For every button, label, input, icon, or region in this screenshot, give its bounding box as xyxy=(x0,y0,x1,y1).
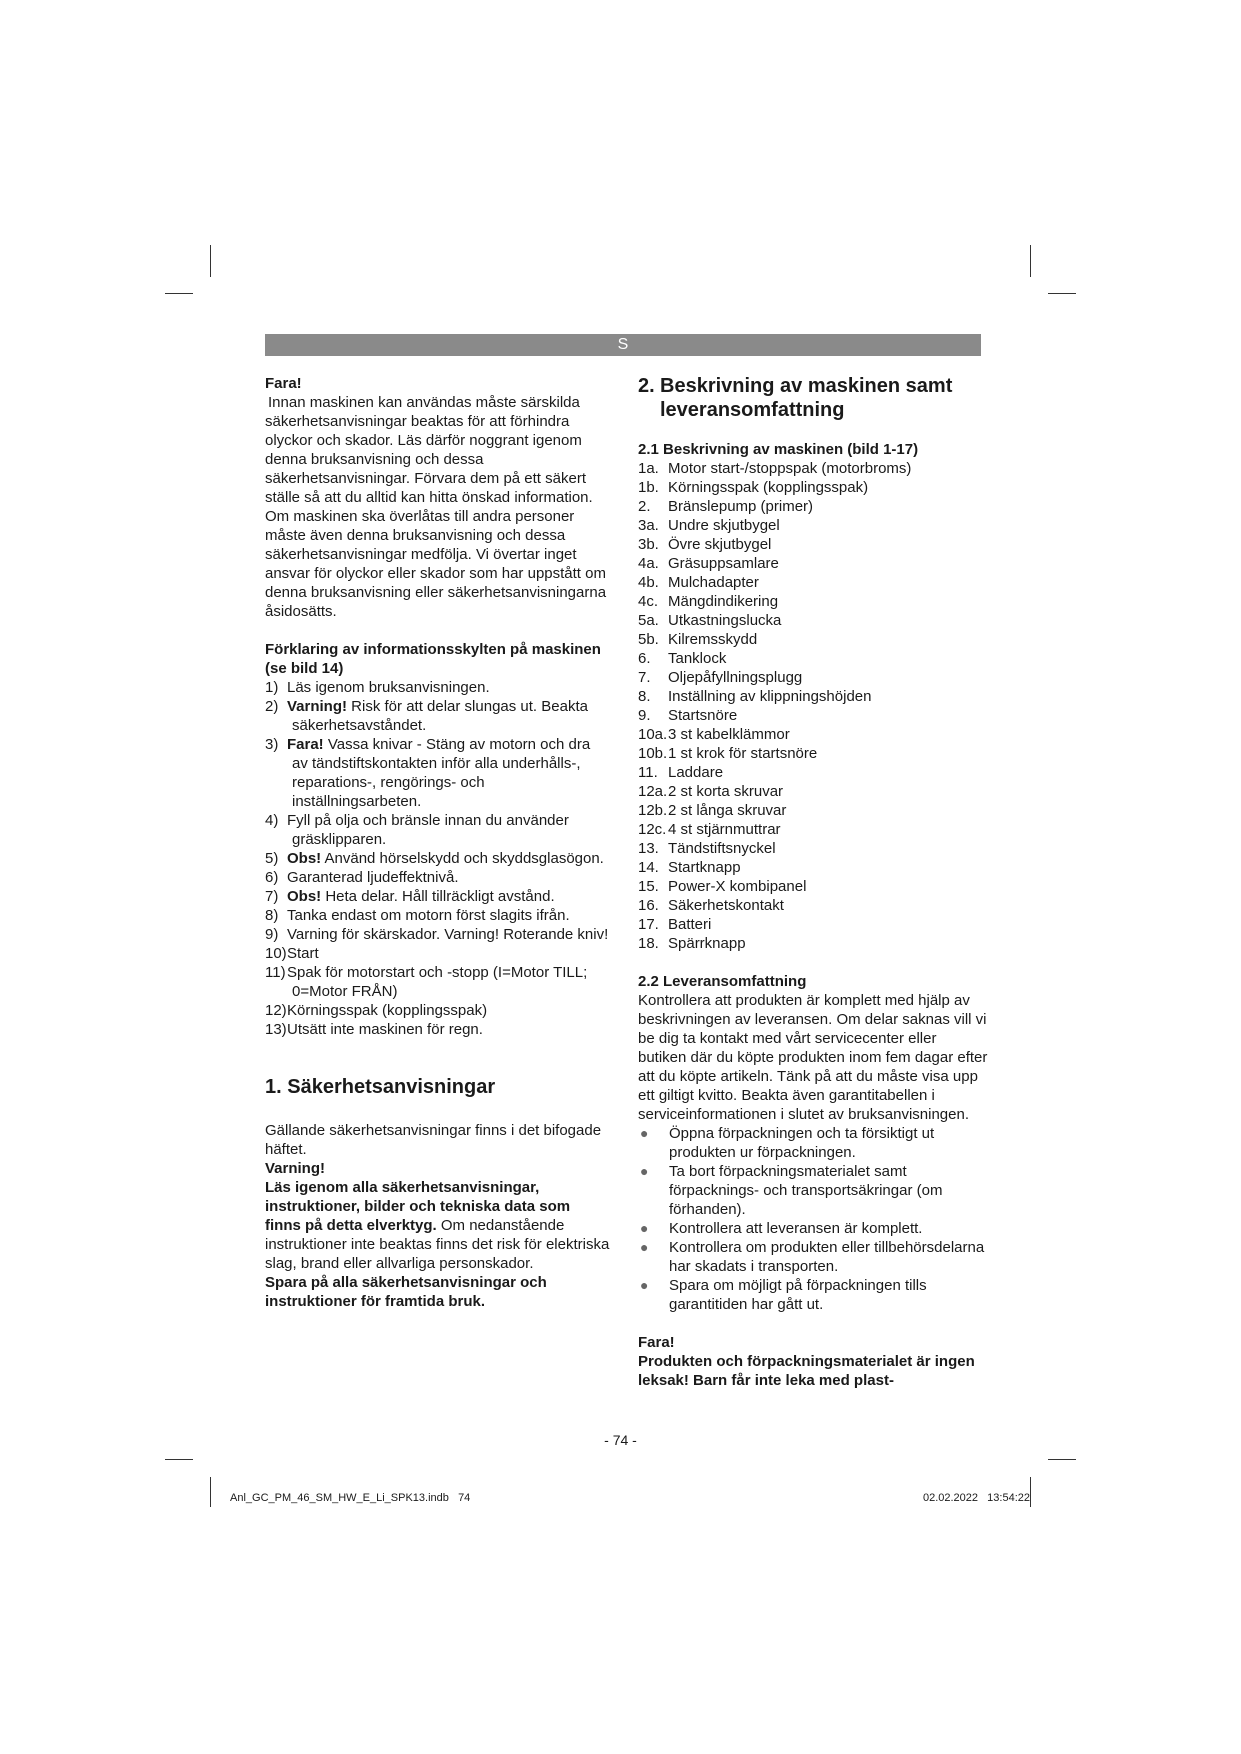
list-item: ● Spara om möjligt på förpackningen tills garantitiden har gått ut. xyxy=(640,1277,927,1313)
list-item: 5b. Kilremsskydd xyxy=(638,631,758,648)
footer-datetime: 02.02.2022 13:54:22 xyxy=(922,1492,1030,1504)
page-number: - 74 - xyxy=(604,1432,637,1448)
list-item: 9. Startsnöre xyxy=(638,707,738,724)
list-item: 2. Bränslepump (primer) xyxy=(638,498,814,515)
bullet-icon: ● xyxy=(640,1239,649,1255)
section1-intro: Gällande säkerhetsanvisningar finns i det bifogade häftet. xyxy=(265,1122,602,1158)
list-item: 6) Garanterad ljudeffektnivå. xyxy=(265,869,459,886)
list-item: 4a. Gräsuppsamlare xyxy=(638,555,779,572)
crop-mark xyxy=(1030,1477,1031,1507)
crop-mark xyxy=(165,1459,193,1460)
list-item: 8. Inställning av klippningshöjden xyxy=(638,688,872,705)
list-item: 10b.1 st krok för startsnöre xyxy=(638,745,818,762)
list-item: 17. Batteri xyxy=(638,916,712,933)
crop-mark xyxy=(1030,245,1031,277)
crop-mark xyxy=(165,293,193,294)
list-item: 11)Spak för motorstart och -stopp (I=Motor TILL; 0=Motor FRÅN) xyxy=(265,964,588,1000)
varning-label: Varning! xyxy=(265,1160,326,1177)
list-item: 13)Utsätt inte maskinen för regn. xyxy=(265,1021,483,1038)
crop-mark xyxy=(210,1477,211,1507)
list-item: 5a. Utkastningslucka xyxy=(638,612,782,629)
list-item: 3a. Undre skjutbygel xyxy=(638,517,780,534)
list-item: 5) Obs! Använd hörselskydd och skyddsglasögon. xyxy=(265,850,604,867)
list-item: 7. Oljepåfyllningsplugg xyxy=(638,669,803,686)
list-item: 11. Laddare xyxy=(638,764,724,781)
section2-heading: 2. Beskrivning av maskinen samt leveransomfattning xyxy=(638,375,953,421)
list-item: ● Kontrollera att leveransen är komplett. xyxy=(640,1220,923,1237)
list-item: 4b. Mulchadapter xyxy=(638,574,759,591)
fara2-title: Fara! xyxy=(638,1334,675,1351)
sub22-body: Kontrollera att produkten är komplett med hjälp av beskrivningen av leveransen. Om delar saknas vill vi be dig ta kontakt med vårt servicecenter eller butiken där du köpte produkten inom fem dagar efter att du köpte artikeln. Tänk på att du måste visa upp ett giltigt kvitto. Beakta även garantitabellen i serviceinformationen i slutet av bruksanvisningen. xyxy=(638,992,988,1123)
crop-mark xyxy=(1048,293,1076,294)
list-item: 7) Obs! Heta delar. Håll tillräckligt avstånd. xyxy=(265,888,555,905)
list-item: 10a.3 st kabelklämmor xyxy=(638,726,790,743)
crop-mark xyxy=(210,245,211,277)
spara-note: Spara på alla säkerhetsanvisningar och instruktioner för framtida bruk. xyxy=(265,1274,547,1310)
varning-body: Läs igenom alla säkerhetsanvisningar, instruktioner, bilder och tekniska data som finns på detta elverktyg. Om nedanstående instruktioner inte beaktas finns det risk för elektriska slag, brand eller allvarliga personskador. xyxy=(265,1179,610,1272)
right-column xyxy=(638,374,988,1390)
sub21-heading: 2.1 Beskrivning av maskinen (bild 1-17) xyxy=(638,441,919,458)
bullet-icon: ● xyxy=(640,1125,649,1141)
list-item: 1b. Körningsspak (kopplingsspak) xyxy=(638,479,869,496)
section1-heading: 1. Säkerhetsanvisningar xyxy=(265,1076,496,1098)
fara-title: Fara! xyxy=(265,375,302,392)
list-item: 12)Körningsspak (kopplingsspak) xyxy=(265,1002,488,1019)
list-item: ● Kontrollera om produkten eller tillbehörsdelarna har skadats i transporten. xyxy=(640,1239,985,1275)
sub22-heading: 2.2 Leveransomfattning xyxy=(638,973,807,990)
bullet-icon: ● xyxy=(640,1163,649,1179)
list-item: 14. Startknapp xyxy=(638,859,741,876)
sign-list xyxy=(265,678,610,1039)
list-item: 9) Varning för skärskador. Varning! Roterande kniv! xyxy=(265,926,609,943)
list-item: 10)Start xyxy=(265,945,319,962)
list-item: 12a.2 st korta skruvar xyxy=(638,783,784,800)
list-item: 3) Fara! Vassa knivar - Stäng av motorn och dra av tändstiftskontakten inför alla underhålls-, reparations-, rengörings- och inställningsarbeten. xyxy=(265,736,591,810)
left-column xyxy=(265,374,610,1311)
fara2-body: Produkten och förpackningsmaterialet är ingen leksak! Barn får inte leka med plast- xyxy=(638,1353,975,1389)
list-item: 6. Tanklock xyxy=(638,650,727,667)
list-item: 1a. Motor start-/stoppspak (motorbroms) xyxy=(638,460,912,477)
list-item: 13. Tändstiftsnyckel xyxy=(638,840,776,857)
checklist xyxy=(638,1124,988,1314)
list-item: 1) Läs igenom bruksanvisningen. xyxy=(265,679,490,696)
fara-body: Innan maskinen kan användas måste särskilda säkerhetsanvisningar beaktas för att förhindra olyckor och skador. Läs därför noggrant igenom denna bruksanvisning och dessa säkerhetsanvisningar. Förvara dem på ett säkert ställe så att du alltid kan hitta önskad information. Om maskinen ska överlåtas till andra personer måste även denna bruksanvisning och dessa säkerhetsanvisningar medfölja. Vi övertar inget ansvar för olyckor eller skador som har uppstått om denna bruksanvisning eller säkerhetsanvisningarna åsidosätts. xyxy=(265,394,607,620)
list-item: 15. Power-X kombipanel xyxy=(638,878,807,895)
language-header-bar xyxy=(265,334,981,356)
list-item: 18. Spärrknapp xyxy=(638,935,746,952)
bullet-icon: ● xyxy=(640,1277,649,1293)
bullet-icon: ● xyxy=(640,1220,649,1236)
language-label: S xyxy=(617,336,629,353)
list-item: 3b. Övre skjutbygel xyxy=(638,536,772,553)
list-item: 2) Varning! Risk för att delar slungas ut. Beakta säkerhetsavståndet. xyxy=(265,698,588,734)
sign-heading: Förklaring av informationsskylten på maskinen (se bild 14) xyxy=(265,641,601,677)
parts-list xyxy=(638,459,988,953)
list-item: 12b.2 st långa skruvar xyxy=(638,802,787,819)
footer-filename: Anl_GC_PM_46_SM_HW_E_Li_SPK13.indb 74 xyxy=(230,1492,471,1504)
list-item: 16. Säkerhetskontakt xyxy=(638,897,784,914)
list-item: 8) Tanka endast om motorn först slagits ifrån. xyxy=(265,907,570,924)
list-item: 12c. 4 st stjärnmuttrar xyxy=(638,821,781,838)
list-item: 4) Fyll på olja och bränsle innan du använder gräsklipparen. xyxy=(265,812,569,848)
list-item: 4c. Mängdindikering xyxy=(638,593,779,610)
crop-mark xyxy=(1048,1459,1076,1460)
list-item: ● Öppna förpackningen och ta försiktigt ut produkten ur förpackningen. xyxy=(640,1125,935,1161)
list-item: ● Ta bort förpackningsmaterialet samt förpacknings- och transportsäkringar (om förhanden). xyxy=(640,1163,943,1218)
